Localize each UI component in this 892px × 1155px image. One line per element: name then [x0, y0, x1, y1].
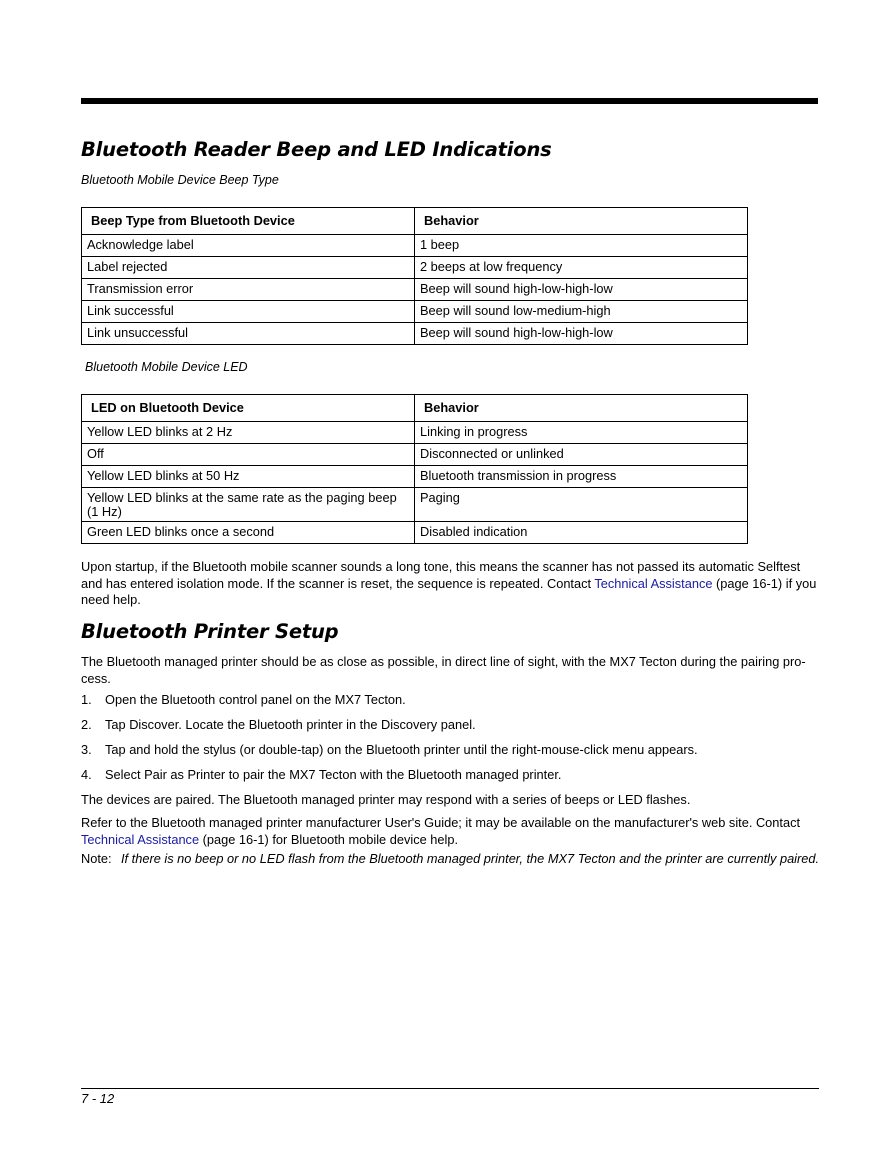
step-number: 4.: [81, 767, 92, 782]
table-row: [82, 257, 748, 279]
step-text: Select Pair as Printer to pair the MX7 Tecton with the Bluetooth managed printer.: [105, 767, 562, 782]
footer-rule: [81, 1088, 819, 1089]
table-cell: Yellow LED blinks at 50 Hz: [82, 466, 415, 488]
table-row: [82, 323, 748, 345]
note-block: [81, 852, 821, 866]
table-row: [82, 444, 748, 466]
refer-paragraph: [81, 815, 819, 848]
startup-paragraph: [81, 559, 819, 609]
section-title-beep-led: Bluetooth Reader Beep and LED Indications: [81, 138, 552, 161]
table-row: [82, 522, 748, 544]
column-header: Behavior: [415, 208, 748, 235]
table-cell: 2 beeps at low frequency: [415, 257, 748, 279]
column-header: LED on Bluetooth Device: [82, 395, 415, 422]
table-cell: Acknowledge label: [82, 235, 415, 257]
table-cell: Linking in progress: [415, 422, 748, 444]
step-text: Tap Discover. Locate the Bluetooth printer in the Discovery panel.: [105, 717, 476, 732]
top-rule: [81, 98, 818, 104]
table-row: [82, 235, 748, 257]
table-cell: Link unsuccessful: [82, 323, 415, 345]
step-number: 1.: [81, 692, 92, 707]
table-cell: Beep will sound high-low-high-low: [415, 279, 748, 301]
startup-text-end: (page 16-1) if you need help.: [81, 575, 817, 607]
technical-assistance-link[interactable]: Technical Assistance: [594, 575, 713, 591]
table-cell: Paging: [415, 488, 748, 522]
table-cell: 1 beep: [415, 235, 748, 257]
table-header-row: [82, 208, 748, 235]
step-number: 3.: [81, 742, 92, 757]
section-title-printer-setup: Bluetooth Printer Setup: [81, 620, 339, 643]
led-table: [81, 394, 748, 544]
beep-type-table: [81, 207, 748, 345]
table-row: [82, 466, 748, 488]
technical-assistance-link[interactable]: Technical Assistance: [81, 831, 200, 847]
page-number: 7 - 12: [81, 1091, 115, 1106]
refer-text-end: (page 16-1) for Bluetooth mobile device help.: [199, 831, 459, 847]
refer-text: Refer to the Bluetooth managed printer manufacturer User's Guide; it may be available on the manufacturer's web site. Contact: [81, 815, 801, 830]
list-item: [81, 717, 819, 742]
table-cell: Off: [82, 444, 415, 466]
pairing-steps-list: [81, 692, 819, 792]
printer-intro-paragraph: The Bluetooth managed printer should be as close as possible, in direct line of sight, with the MX7 Tecton during the pairing pro-cess.: [81, 654, 806, 686]
list-item: [81, 692, 819, 717]
table-cell: Link successful: [82, 301, 415, 323]
column-header: Beep Type from Bluetooth Device: [82, 208, 415, 235]
list-item: [81, 742, 819, 767]
table-cell: Yellow LED blinks at the same rate as the paging beep (1 Hz): [82, 488, 415, 522]
startup-text: Upon startup, if the Bluetooth mobile scanner sounds a long tone, this means the scanner has not passed its automatic Selftest and has entered isolation mode. If the scanner is reset, the sequence is repeated. Contact: [81, 559, 801, 591]
column-header: Behavior: [415, 395, 748, 422]
table-cell: Disconnected or unlinked: [415, 444, 748, 466]
table-cell: Transmission error: [82, 279, 415, 301]
table-cell: Disabled indication: [415, 522, 748, 544]
table-cell: Green LED blinks once a second: [82, 522, 415, 544]
table-row: [82, 279, 748, 301]
beep-table-caption: Bluetooth Mobile Device Beep Type: [81, 173, 279, 187]
step-number: 2.: [81, 717, 92, 732]
table-header-row: [82, 395, 748, 422]
paired-paragraph: The devices are paired. The Bluetooth managed printer may respond with a series of beeps or LED flashes.: [81, 792, 691, 807]
step-text: Tap and hold the stylus (or double-tap) on the Bluetooth printer until the right-mouse-click menu appears.: [105, 742, 698, 757]
note-text: If there is no beep or no LED flash from the Bluetooth managed printer, the MX7 Tecton and the printer are currently paired.: [121, 851, 820, 866]
table-row: [82, 301, 748, 323]
step-text: Open the Bluetooth control panel on the MX7 Tecton.: [105, 692, 406, 707]
table-cell: Bluetooth transmission in progress: [415, 466, 748, 488]
list-item: [81, 767, 819, 792]
table-cell: Beep will sound high-low-high-low: [415, 323, 748, 345]
table-row: [82, 422, 748, 444]
table-cell: Yellow LED blinks at 2 Hz: [82, 422, 415, 444]
table-cell: Beep will sound low-medium-high: [415, 301, 748, 323]
led-table-caption: Bluetooth Mobile Device LED: [85, 360, 248, 374]
table-cell: Label rejected: [82, 257, 415, 279]
note-label: Note:: [81, 851, 112, 866]
table-row: [82, 488, 748, 522]
